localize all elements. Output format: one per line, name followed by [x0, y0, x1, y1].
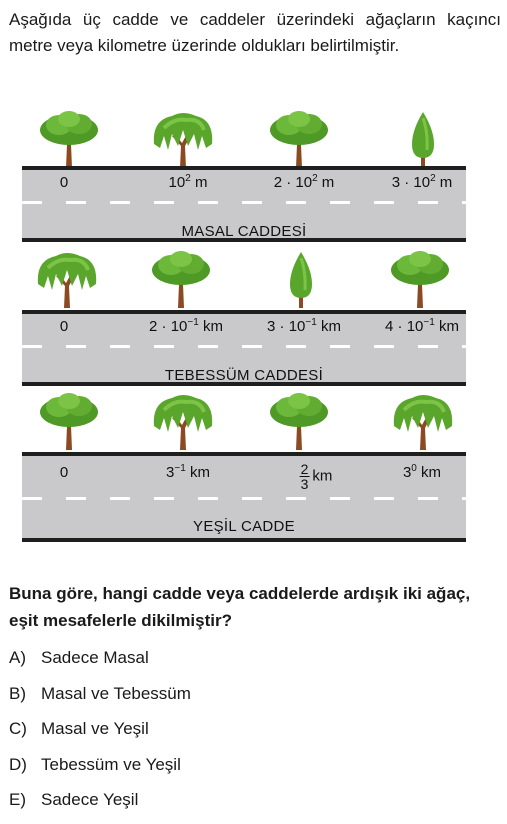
distance-label: $3 \cdot 10^2$ m — [391, 173, 453, 191]
distance-label: $3^{-1}$ km — [166, 463, 210, 481]
answer-options — [9, 646, 191, 824]
tree-round-icon — [37, 392, 101, 450]
trees-row — [22, 392, 466, 450]
option-a[interactable]: A) Sadece Masal — [9, 648, 149, 667]
option-e[interactable]: E) Sadece Yeşil — [9, 790, 139, 809]
lane-dashes — [22, 201, 466, 204]
street-name: YEŞİL CADDE — [193, 518, 295, 535]
trees-row — [22, 250, 466, 308]
question-text: Buna göre, hangi cadde veya caddelerde ardışık iki ağaç, eşit mesafelerle dikilmiştir? — [9, 584, 471, 630]
intro-text: Aşağıda üç cadde ve caddeler üzerindeki ağaçların kaçıncı metre veya kilometre üzerinde oldukları belirtilmiştir. — [9, 10, 501, 55]
option-c[interactable]: C) Masal ve Yeşil — [9, 719, 149, 738]
tree-round-icon — [267, 392, 331, 450]
road — [22, 452, 466, 542]
distance-label: $3^0$ km — [402, 463, 442, 481]
distance-label: 0 — [59, 318, 69, 335]
street-name: TEBESSÜM CADDESİ — [164, 367, 324, 384]
tree-round-icon — [149, 250, 213, 308]
distance-label: 0 — [59, 464, 69, 481]
distance-label: $\frac{2}{3}$ km — [300, 461, 333, 492]
lane-dashes — [22, 345, 466, 348]
street-name: MASAL CADDESİ — [181, 223, 307, 240]
tree-weeping-icon — [34, 250, 100, 308]
distance-label: 0 — [59, 174, 69, 191]
tree-cypress-icon — [284, 250, 318, 308]
distance-label: $3 \cdot 10^{-1}$ km — [267, 317, 341, 335]
tree-round-icon — [267, 110, 331, 168]
tree-weeping-icon — [150, 110, 216, 168]
tree-weeping-icon — [390, 392, 456, 450]
tree-weeping-icon — [150, 392, 216, 450]
road — [22, 166, 466, 242]
fraction: $\frac{2}{3}$ — [300, 461, 309, 492]
option-b[interactable]: B) Masal ve Tebessüm — [9, 683, 191, 703]
option-d[interactable]: D) Tebessüm ve Yeşil — [9, 754, 181, 774]
tree-round-icon — [37, 110, 101, 168]
tree-round-icon — [388, 250, 452, 308]
lane-dashes — [22, 497, 466, 500]
road — [22, 310, 466, 386]
distance-label: $2 \cdot 10^{-1}$ km — [149, 317, 223, 335]
distance-label: $10^2$ m — [168, 173, 208, 191]
tree-cypress-icon — [406, 110, 440, 168]
distance-label: $2 \cdot 10^2$ m — [273, 173, 335, 191]
distance-label: $4 \cdot 10^{-1}$ km — [385, 317, 459, 335]
trees-row — [22, 110, 466, 168]
